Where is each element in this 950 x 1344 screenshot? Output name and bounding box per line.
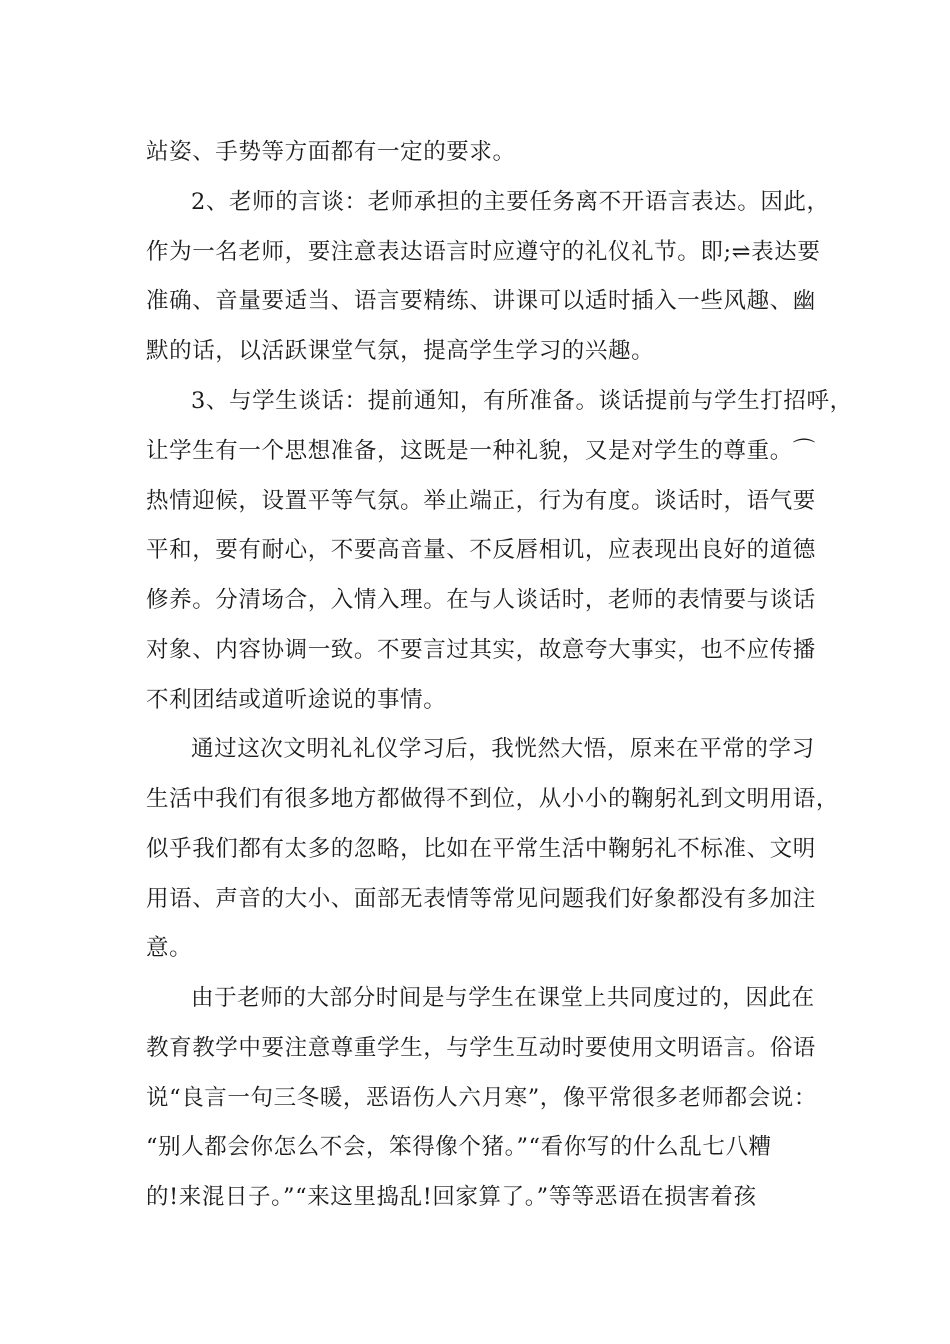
text-line: 生活中我们有很多地方都做得不到位，从小小的鞠躬礼到文明用语， — [146, 786, 840, 812]
text-line: 意。 — [146, 935, 193, 961]
text-line: 用语、声音的大小、面部无表情等常见问题我们好象都没有多加注 — [146, 886, 816, 912]
text-line: “别人都会你怎么不会，笨得像个猪。”“看你写的什么乱七八糟 — [146, 1134, 772, 1160]
text-line: 不利团结或道听途说的事情。 — [146, 687, 447, 713]
text-line: 让学生有一个思想准备，这既是一种礼貌，又是对学生的尊重。⌒ — [146, 438, 816, 464]
text-line: 修养。分清场合，入情入理。在与人谈话时，老师的表情要与谈话 — [146, 587, 816, 613]
text-line: 通过这次文明礼礼仪学习后，我恍然大悟，原来在平常的学习 — [191, 736, 815, 762]
text-line: 3、与学生谈话：提前通知，有所准备。谈话提前与学生打招呼， — [191, 388, 853, 414]
text-line: 默的话，以活跃课堂气氛，提高学生学习的兴趣。 — [146, 338, 655, 364]
text-line: 2、老师的言谈：老师承担的主要任务离不开语言表达。因此， — [191, 189, 830, 215]
text-line: 平和，要有耐心，不要高音量、不反唇相讥，应表现出良好的道德 — [146, 537, 816, 563]
text-line: 对象、内容协调一致。不要言过其实，故意夸大事实，也不应传播 — [146, 637, 816, 663]
text-line: 说“良言一句三冬暖，恶语伤人六月寒”，像平常很多老师都会说： — [146, 1085, 818, 1111]
text-line: 准确、音量要适当、语言要精练、讲课可以适时插入一些风趣、幽 — [146, 288, 816, 314]
text-line: 由于老师的大部分时间是与学生在课堂上共同度过的，因此在 — [191, 985, 815, 1011]
text-line: 似乎我们都有太多的忽略，比如在平常生活中鞠躬礼不标准、文明 — [146, 836, 816, 862]
text-line: 作为一名老师，要注意表达语言时应遵守的礼仪礼节。即;⇌表达要 — [146, 239, 821, 265]
text-line: 的!来混日子。”“来这里捣乱!回家算了。”等等恶语在损害着孩 — [146, 1184, 757, 1210]
text-line: 热情迎候，设置平等气氛。举止端正，行为有度。谈话时，语气要 — [146, 488, 816, 514]
text-line: 站姿、手势等方面都有一定的要求。 — [146, 139, 516, 165]
text-line: 教育教学中要注意尊重学生，与学生互动时要使用文明语言。俗语 — [146, 1035, 816, 1061]
